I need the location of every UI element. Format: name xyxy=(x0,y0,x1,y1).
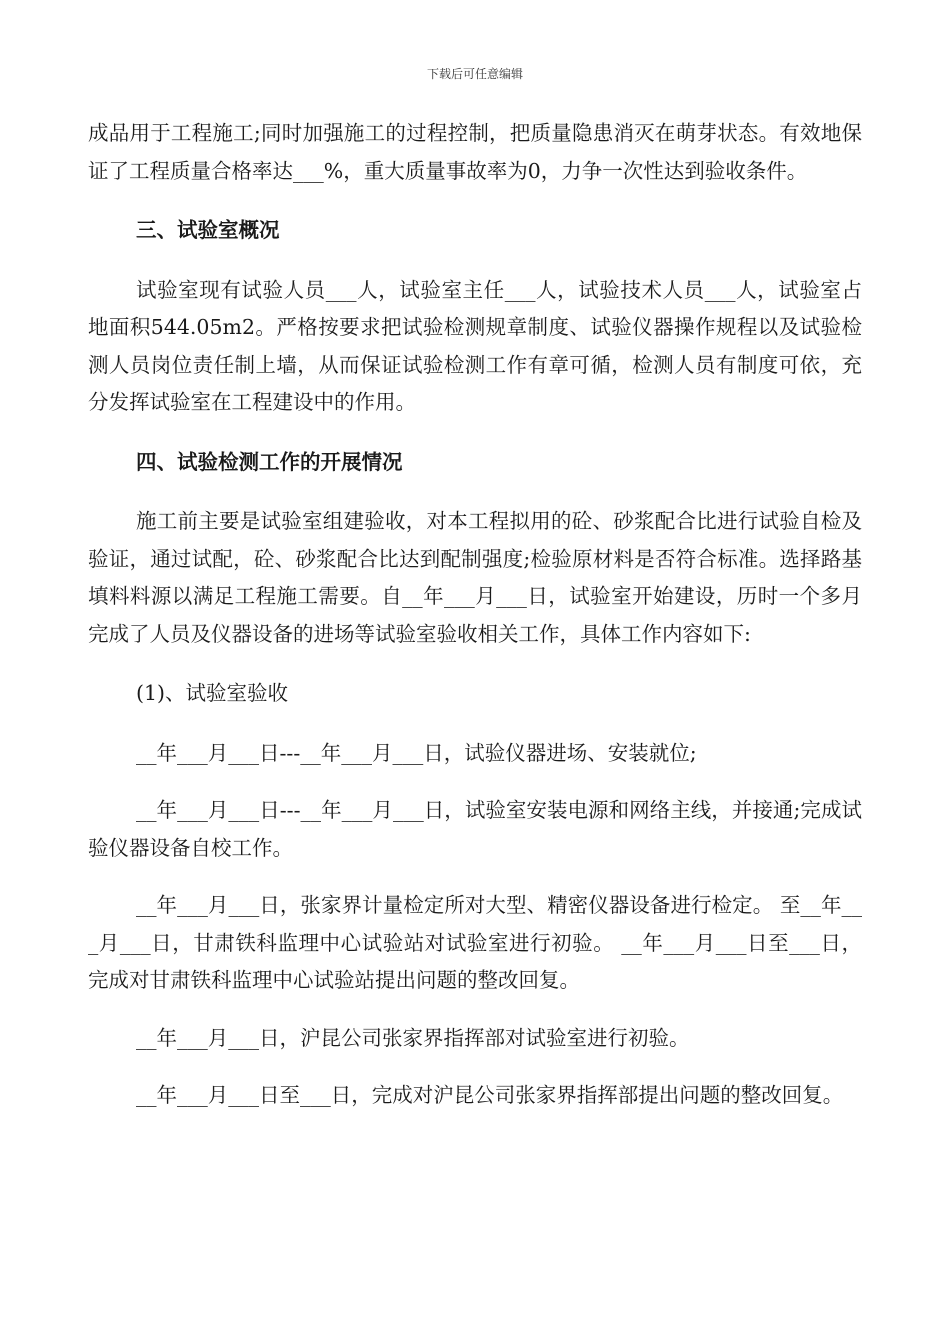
paragraph-calibration-inspection: __年___月___日，张家界计量检定所对大型、精密仪器设备进行检定。 至__年___月___日，甘肃铁科监理中心试验站对试验室进行初验。 __年___月___日至___日，完成对甘肃铁科监理中心试验站提出问题的整改回复。 xyxy=(88,893,862,992)
section-heading-testing-work: 四、试验检测工作的开展情况 xyxy=(136,449,403,474)
section-heading-lab-overview: 三、试验室概况 xyxy=(136,218,280,242)
subheading-lab-acceptance: (1)、试验室验收 xyxy=(136,681,289,705)
paragraph-quality-control: 成品用于工程施工;同时加强施工的过程控制，把质量隐患消灭在萌芽状态。有效地保证了工程质量合格率达___%，重大质量事故率为0，力争一次性达到验收条件。 xyxy=(88,121,862,183)
paragraph-testing-work: 施工前主要是试验室组建验收，对本工程拟用的砼、砂浆配合比进行试验自检及验证，通过试配，砼、砂浆配合比达到配制强度;检验原材料是否符合标准。选择路基填料料源以满足工程施工需要。自__年___月___日，试验室开始建设，历时一个多月完成了人员及仪器设备的进场等试验室验收相关工作，具体工作内容如下: xyxy=(88,509,862,646)
paragraph-lab-overview: 试验室现有试验人员___人，试验室主任___人，试验技术人员___人，试验室占地面积544.05m2。严格按要求把试验检测规章制度、试验仪器操作规程以及试验检测人员岗位责任制上墙，从而保证试验检测工作有章可循，检测人员有制度可依，充分发挥试验室在工程建设中的作用。 xyxy=(88,277,862,414)
paragraph-hukun-rectification: __年___月___日至___日，完成对沪昆公司张家界指挥部提出问题的整改回复。 xyxy=(136,1083,844,1107)
paragraph-instrument-install: __年___月___日---__年___月___日，试验仪器进场、安装就位; xyxy=(136,740,697,765)
page-header-note: 下载后可任意编辑 xyxy=(426,67,523,81)
paragraph-hukun-inspection: __年___月___日，沪昆公司张家界指挥部对试验室进行初验。 xyxy=(136,1025,690,1050)
paragraph-power-network: __年___月___日---__年___月___日，试验室安装电源和网络主线，并接通;完成试验仪器设备自校工作。 xyxy=(88,798,862,860)
document-body xyxy=(88,115,862,1115)
